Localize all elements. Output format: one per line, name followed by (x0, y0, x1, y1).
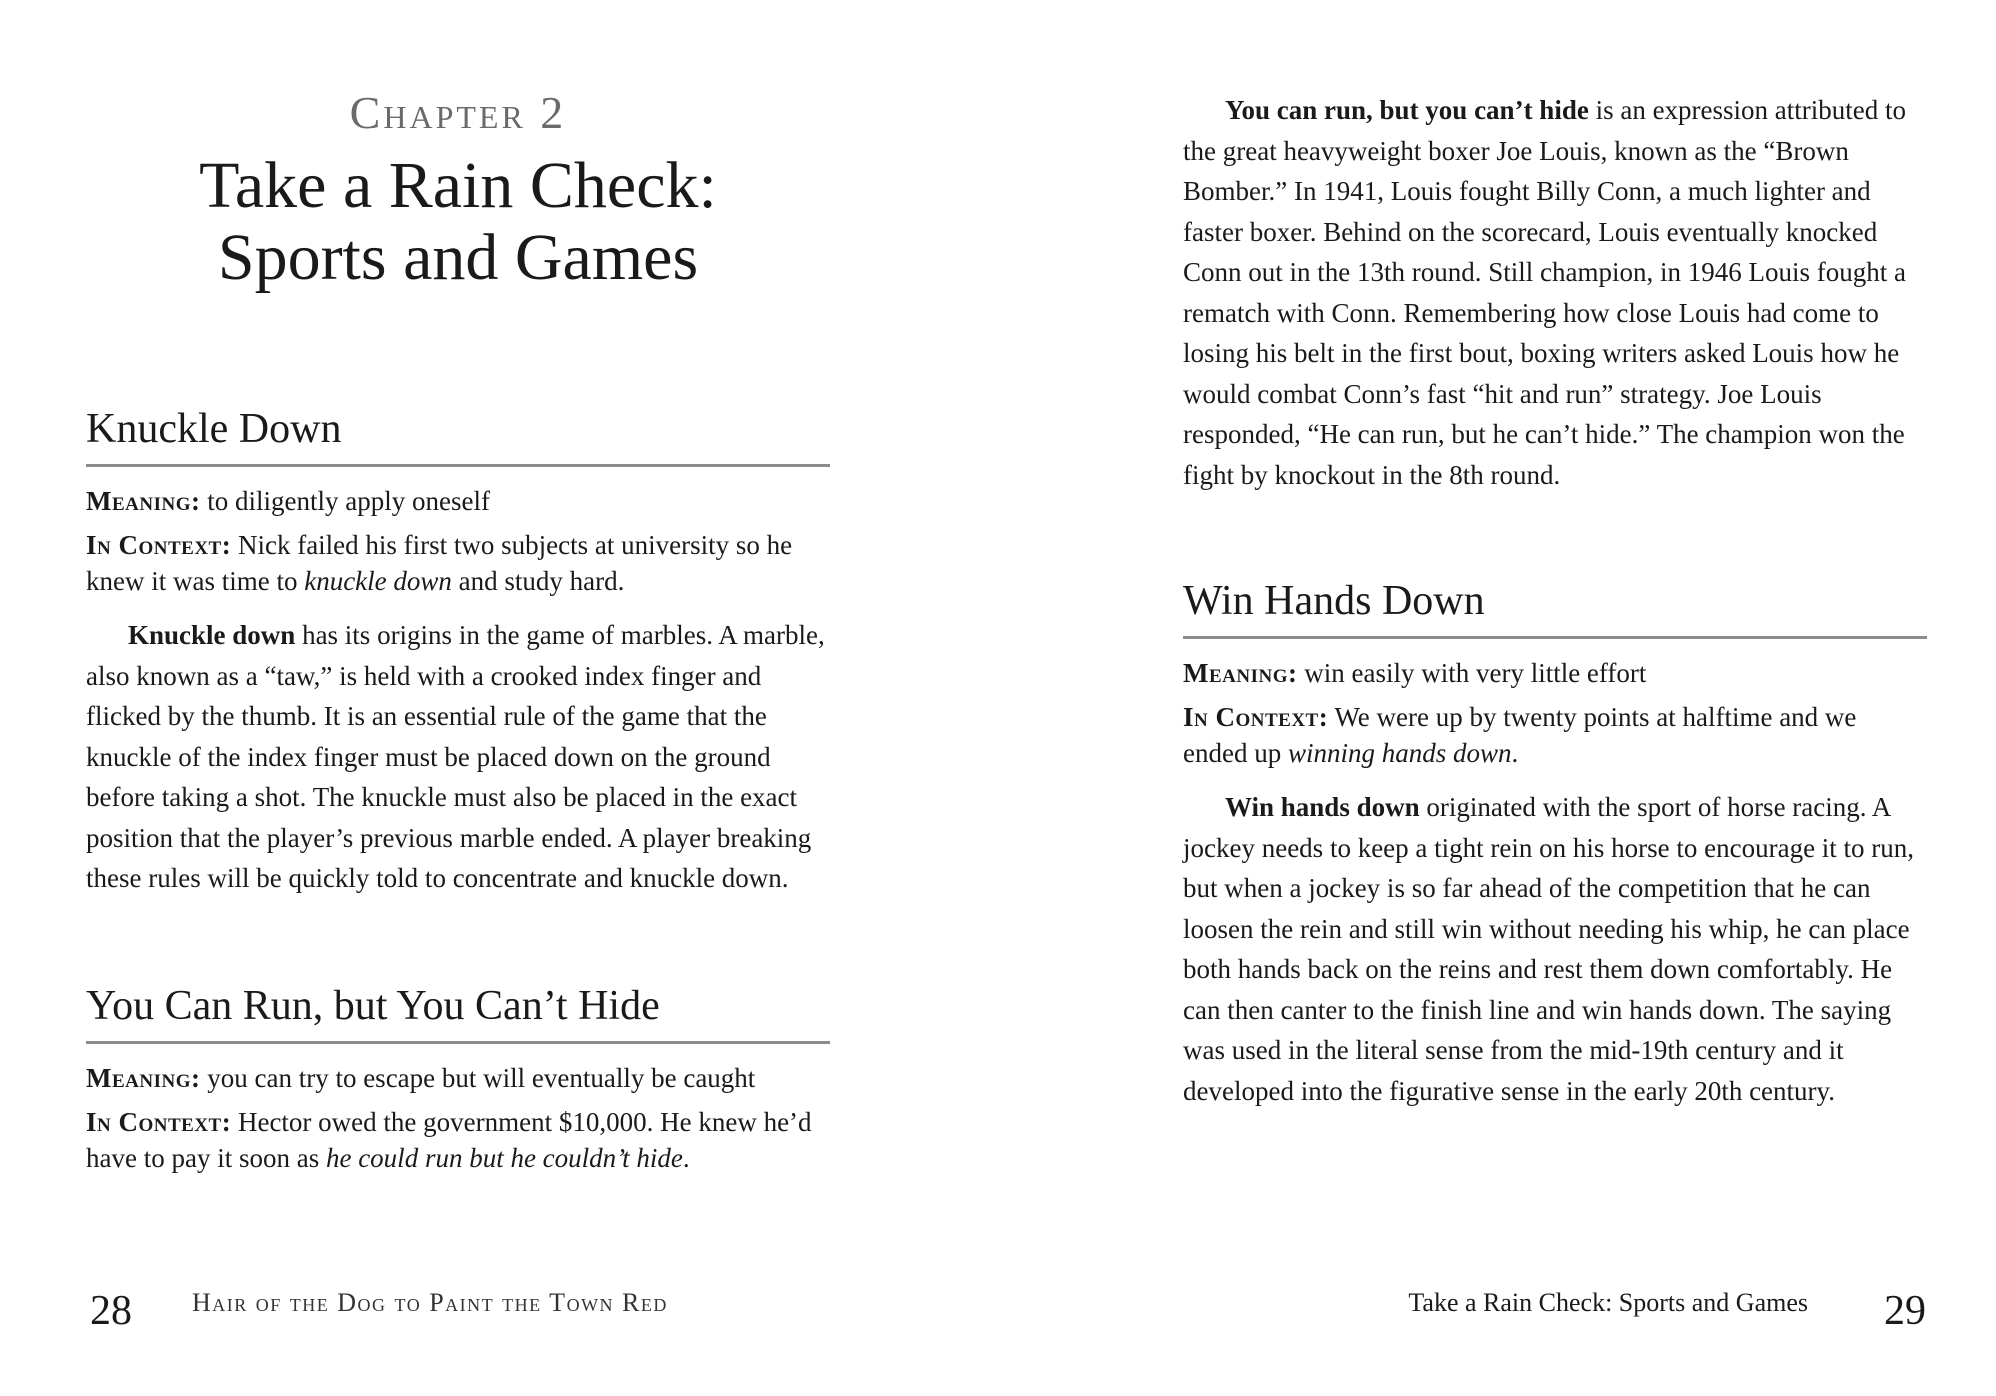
context-tag: In Context: (86, 530, 232, 560)
chapter-title-line1: Take a Rain Check: (199, 149, 717, 222)
meaning-tag: Meaning: (86, 486, 201, 516)
context-text-italic: knuckle down (304, 566, 452, 596)
context-text-after: . (682, 1143, 690, 1173)
entry-win-hands-down (1183, 580, 1927, 1111)
right-page (998, 0, 1996, 1396)
entry-heading: Win Hands Down (1183, 580, 1927, 639)
entry-context (1183, 699, 1927, 771)
continued-body-bold: You can run, but you can’t hide (1225, 95, 1589, 125)
continued-body-text: is an expression attributed to the great heavyweight boxer Joe Louis, known as the “Brown Bomber.” In 1941, Louis fought Billy Conn, a much lighter and faster boxer. Behind on the scorecard, Louis eventually knocked Conn out in the 13th round. Still champion, in 1946 Louis fought a rematch with Conn. Remembering how close Louis had come to losing his belt in the first bout, boxing writers asked Louis how he would combat Conn’s fast “hit and run” strategy. Joe Louis responded, “He can run, but he can’t hide.” The champion won the fight by knockout in the 8th round. (1183, 95, 1907, 490)
entry-heading: Knuckle Down (86, 408, 830, 467)
entry-context (86, 1104, 830, 1176)
entry-meaning (86, 1060, 830, 1096)
meaning-tag: Meaning: (1183, 658, 1298, 688)
entry-knuckle-down (86, 408, 830, 899)
continued-entry (1183, 90, 1927, 495)
entry-body (1183, 787, 1927, 1111)
entry-meaning (1183, 655, 1927, 691)
entry-body-text: has its origins in the game of marbles. A marble, also known as a “taw,” is held with a crooked index finger and flicked by the thumb. It is an essential rule of the game that the knuckle of the index finger must be placed down on the ground before taking a shot. The knuckle must also be placed in the exact position that the player’s previous marble ended. A player breaking these rules will be quickly told to concentrate and knuckle down. (86, 620, 825, 893)
entry-you-can-run (86, 985, 830, 1176)
entry-body-bold: Knuckle down (128, 620, 296, 650)
context-text-before: Nick failed his first two subjects at university so he knew it was time to (86, 530, 793, 596)
entry-meaning (86, 483, 830, 519)
chapter-label: Chapter 2 (349, 87, 567, 138)
running-title-right: Take a Rain Check: Sports and Games (1408, 1288, 1808, 1317)
context-text-after: and study hard. (451, 566, 625, 596)
entry-body-bold: Win hands down (1225, 792, 1420, 822)
meaning-text: to diligently apply oneself (207, 486, 490, 516)
meaning-text: you can try to escape but will eventually be caught (207, 1063, 756, 1093)
context-text-italic: winning hands down (1287, 738, 1512, 768)
continued-body (1183, 90, 1927, 495)
meaning-tag: Meaning: (86, 1063, 201, 1093)
entry-body-text: originated with the sport of horse racing. A jockey needs to keep a tight rein on his horse to encourage it to run, but when a jockey is so far ahead of the competition that he can loosen the rein and still win without needing his whip, he can place both hands back on the reins and rest them down comfortably. He can then canter to the finish line and win hands down. The saying was used in the literal sense from the mid-19th century and it developed into the figurative sense in the early 20th century. (1183, 792, 1915, 1106)
page-number-right: 29 (1884, 1288, 1926, 1334)
context-tag: In Context: (1183, 702, 1329, 732)
running-title-left: Hair of the Dog to Paint the Town Red (192, 1288, 668, 1317)
chapter-title-line2: Sports and Games (217, 221, 699, 294)
context-text-before: Hector owed the government $10,000. He knew he’d have to pay it soon as (86, 1107, 812, 1173)
context-text-after: . (1511, 738, 1519, 768)
entry-context (86, 527, 830, 599)
entry-body (86, 615, 830, 899)
entry-heading: You Can Run, but You Can’t Hide (86, 985, 830, 1044)
page-number-left: 28 (90, 1288, 132, 1334)
context-text-before: We were up by twenty points at halftime and we ended up (1183, 702, 1857, 768)
context-text-italic: he could run but he couldn’t hide (325, 1143, 683, 1173)
chapter-title (86, 150, 830, 294)
context-tag: In Context: (86, 1107, 232, 1137)
meaning-text: win easily with very little effort (1304, 658, 1647, 688)
